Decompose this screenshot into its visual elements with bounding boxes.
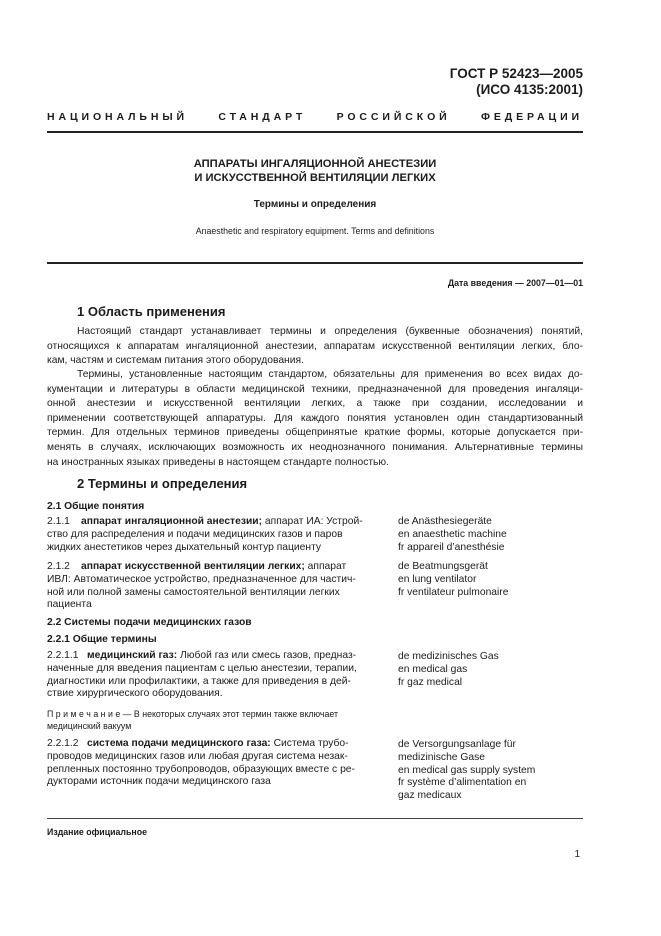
term-name: медицинский газ: (87, 650, 178, 661)
paragraph-line: онной анестезии и искусственной вентиляции легких, а также при создании, исследовании и (47, 398, 583, 410)
paragraph-line: кам, частям и системам питания этого оборудования. (47, 355, 304, 367)
equivalent-en: en lung ventilator (398, 573, 477, 585)
note-label: П р и м е ч а н и е (47, 709, 121, 719)
term-number: 2.1.1 (47, 516, 70, 527)
paragraph-line: менять в случаях, исключающих возможность их неоднозначного понимания. Альтернативные термины (47, 441, 583, 453)
term-2-1-2-equivalents (398, 561, 578, 599)
gost-number: ГОСТ Р 52423—2005 (449, 66, 583, 81)
paragraph-line: на иностранных языках приведены в настоящем стандарте полностью. (47, 456, 390, 468)
equivalent-de: de Versorgungsanlage für (398, 739, 516, 750)
introduction-date: Дата введения — 2007—01—01 (447, 278, 583, 288)
standard-number (450, 66, 583, 98)
paragraph-line: относящихся к аппаратам ингаляционной анестезии, аппаратам искусственной вентиляции легких, бло- (47, 340, 583, 352)
term-definition: Система трубо- (270, 738, 349, 749)
term-number: 2.2.1.2 (47, 738, 79, 749)
term-2-2-1-2-equivalents (398, 739, 578, 803)
term-definition-line: проводов медицинских газов или любая другая система незак- (47, 750, 348, 762)
edition-label: Издание официальное (47, 827, 147, 837)
equivalent-en: en medical gas supply system (398, 764, 536, 776)
term-definition: аппарат ИА: Устрой- (262, 516, 363, 527)
paragraph-line: применении соответствующей аппаратуры. Для каждого понятия установлен один стандартизованный (47, 412, 583, 424)
equivalent-en: en anaesthetic machine (398, 528, 507, 540)
top-rule (47, 131, 583, 133)
term-name: аппарат ингаляционной анестезии; (81, 516, 263, 527)
paragraph-line: Настоящий стандарт устанавливает термины и определения (буквенные обозначения) понятий, (77, 326, 583, 337)
title-line-1: АППАРАТЫ ИНГАЛЯЦИОННОЙ АНЕСТЕЗИИ (193, 158, 437, 170)
term-definition-line: пациента (47, 599, 92, 611)
subsection-2-2-1-heading: 2.2.1 Общие термины (47, 634, 157, 645)
equivalent-de: de medizinisches Gas (398, 651, 499, 662)
equivalent-de-cont: medizinische Gase (398, 751, 485, 763)
iso-number: (ИСО 4135:2001) (476, 82, 583, 97)
equivalent-de: de Beatmungsgerät (398, 561, 488, 572)
equivalent-fr: fr ventilateur pulmonaire (398, 586, 509, 598)
document-title (47, 158, 583, 185)
equivalent-fr-cont: gaz medicaux (398, 790, 462, 802)
term-definition-line: ной или полной замены самостоятельной вентиляции легких (47, 586, 340, 598)
equivalent-fr: fr système d’alimentation en (398, 777, 527, 789)
equivalent-fr: fr gaz medical (398, 676, 463, 688)
subsection-2-2-heading: 2.2 Системы подачи медицинских газов (47, 617, 252, 628)
note-text: — В некоторых случаях этот термин также включает (120, 709, 339, 719)
section-1-paragraph-2 (47, 368, 583, 470)
paragraph-line: термин. Для отдельных терминов приведены общепринятые краткие формы, которые допускается при- (47, 427, 583, 439)
term-name: система подачи медицинского газа: (87, 738, 271, 749)
paragraph-line: Термины, установленные настоящим стандартом, обязательны для применения во всех видах до- (77, 369, 583, 380)
term-number: 2.2.1.1 (47, 650, 79, 661)
term-definition-line: диагностики или профилактики, а также для приведения в дей- (47, 675, 351, 687)
term-number: 2.1.2 (47, 561, 70, 572)
subsection-2-1-heading: 2.1 Общие понятия (47, 501, 145, 512)
document-subtitle: Термины и определения (253, 199, 377, 210)
term-2-1-1-equivalents (398, 516, 578, 554)
term-definition-line: ство для распределения и подачи медицинских газов и паров (47, 528, 343, 540)
term-definition-line: репленных постоянно трубопроводов, образующих вместе с ре- (47, 763, 355, 775)
term-definition: аппарат (304, 561, 347, 572)
footer-rule (47, 818, 583, 819)
term-definition-line: дукторами источник подачи медицинского газа (47, 776, 271, 788)
paragraph-line: кументации и литературы в области медицинской техники, предназначенной для проведения ингаляци- (47, 383, 583, 395)
term-name: аппарат искусственной вентиляции легких; (81, 561, 305, 572)
term-2-2-1-1 (47, 650, 377, 701)
term-definition-line: ствие хирургического оборудования. (47, 688, 223, 700)
term-definition-line: наченные для введения пациентам с целью анестезии, терапии, (47, 662, 357, 674)
equivalent-fr: fr appareil d’anesthésie (398, 541, 505, 553)
term-2-2-1-2 (47, 738, 377, 789)
english-title: Anaesthetic and respiratory equipment. Terms and definitions (195, 226, 435, 236)
section-1-heading: 1 Область применения (77, 304, 226, 319)
equivalent-en: en medical gas (398, 663, 468, 675)
middle-rule (47, 262, 583, 264)
term-definition-line: ИВЛ: Автоматическое устройство, предназначенное для частич- (47, 573, 356, 585)
note (47, 708, 387, 732)
national-standard-banner: НАЦИОНАЛЬНЫЙ СТАНДАРТ РОССИЙСКОЙ ФЕДЕРАЦИИ (47, 111, 583, 123)
term-definition-line: жидких анестетиков через дыхательный контур пациенту (47, 541, 322, 553)
term-2-2-1-1-equivalents (398, 651, 578, 689)
page-number: 1 (574, 849, 580, 860)
equivalent-de: de Anästhesiegeräte (398, 516, 492, 527)
section-1-paragraph-1 (47, 325, 583, 369)
term-2-1-1 (47, 516, 377, 554)
term-definition: Любой газ или смесь газов, предназ- (177, 650, 357, 661)
section-2-heading: 2 Термины и определения (77, 476, 248, 491)
title-line-2: И ИСКУССТВЕННОЙ ВЕНТИЛЯЦИИ ЛЕГКИХ (194, 171, 436, 184)
note-text-line: медицинский вакуум (47, 721, 132, 731)
term-2-1-2 (47, 561, 377, 612)
